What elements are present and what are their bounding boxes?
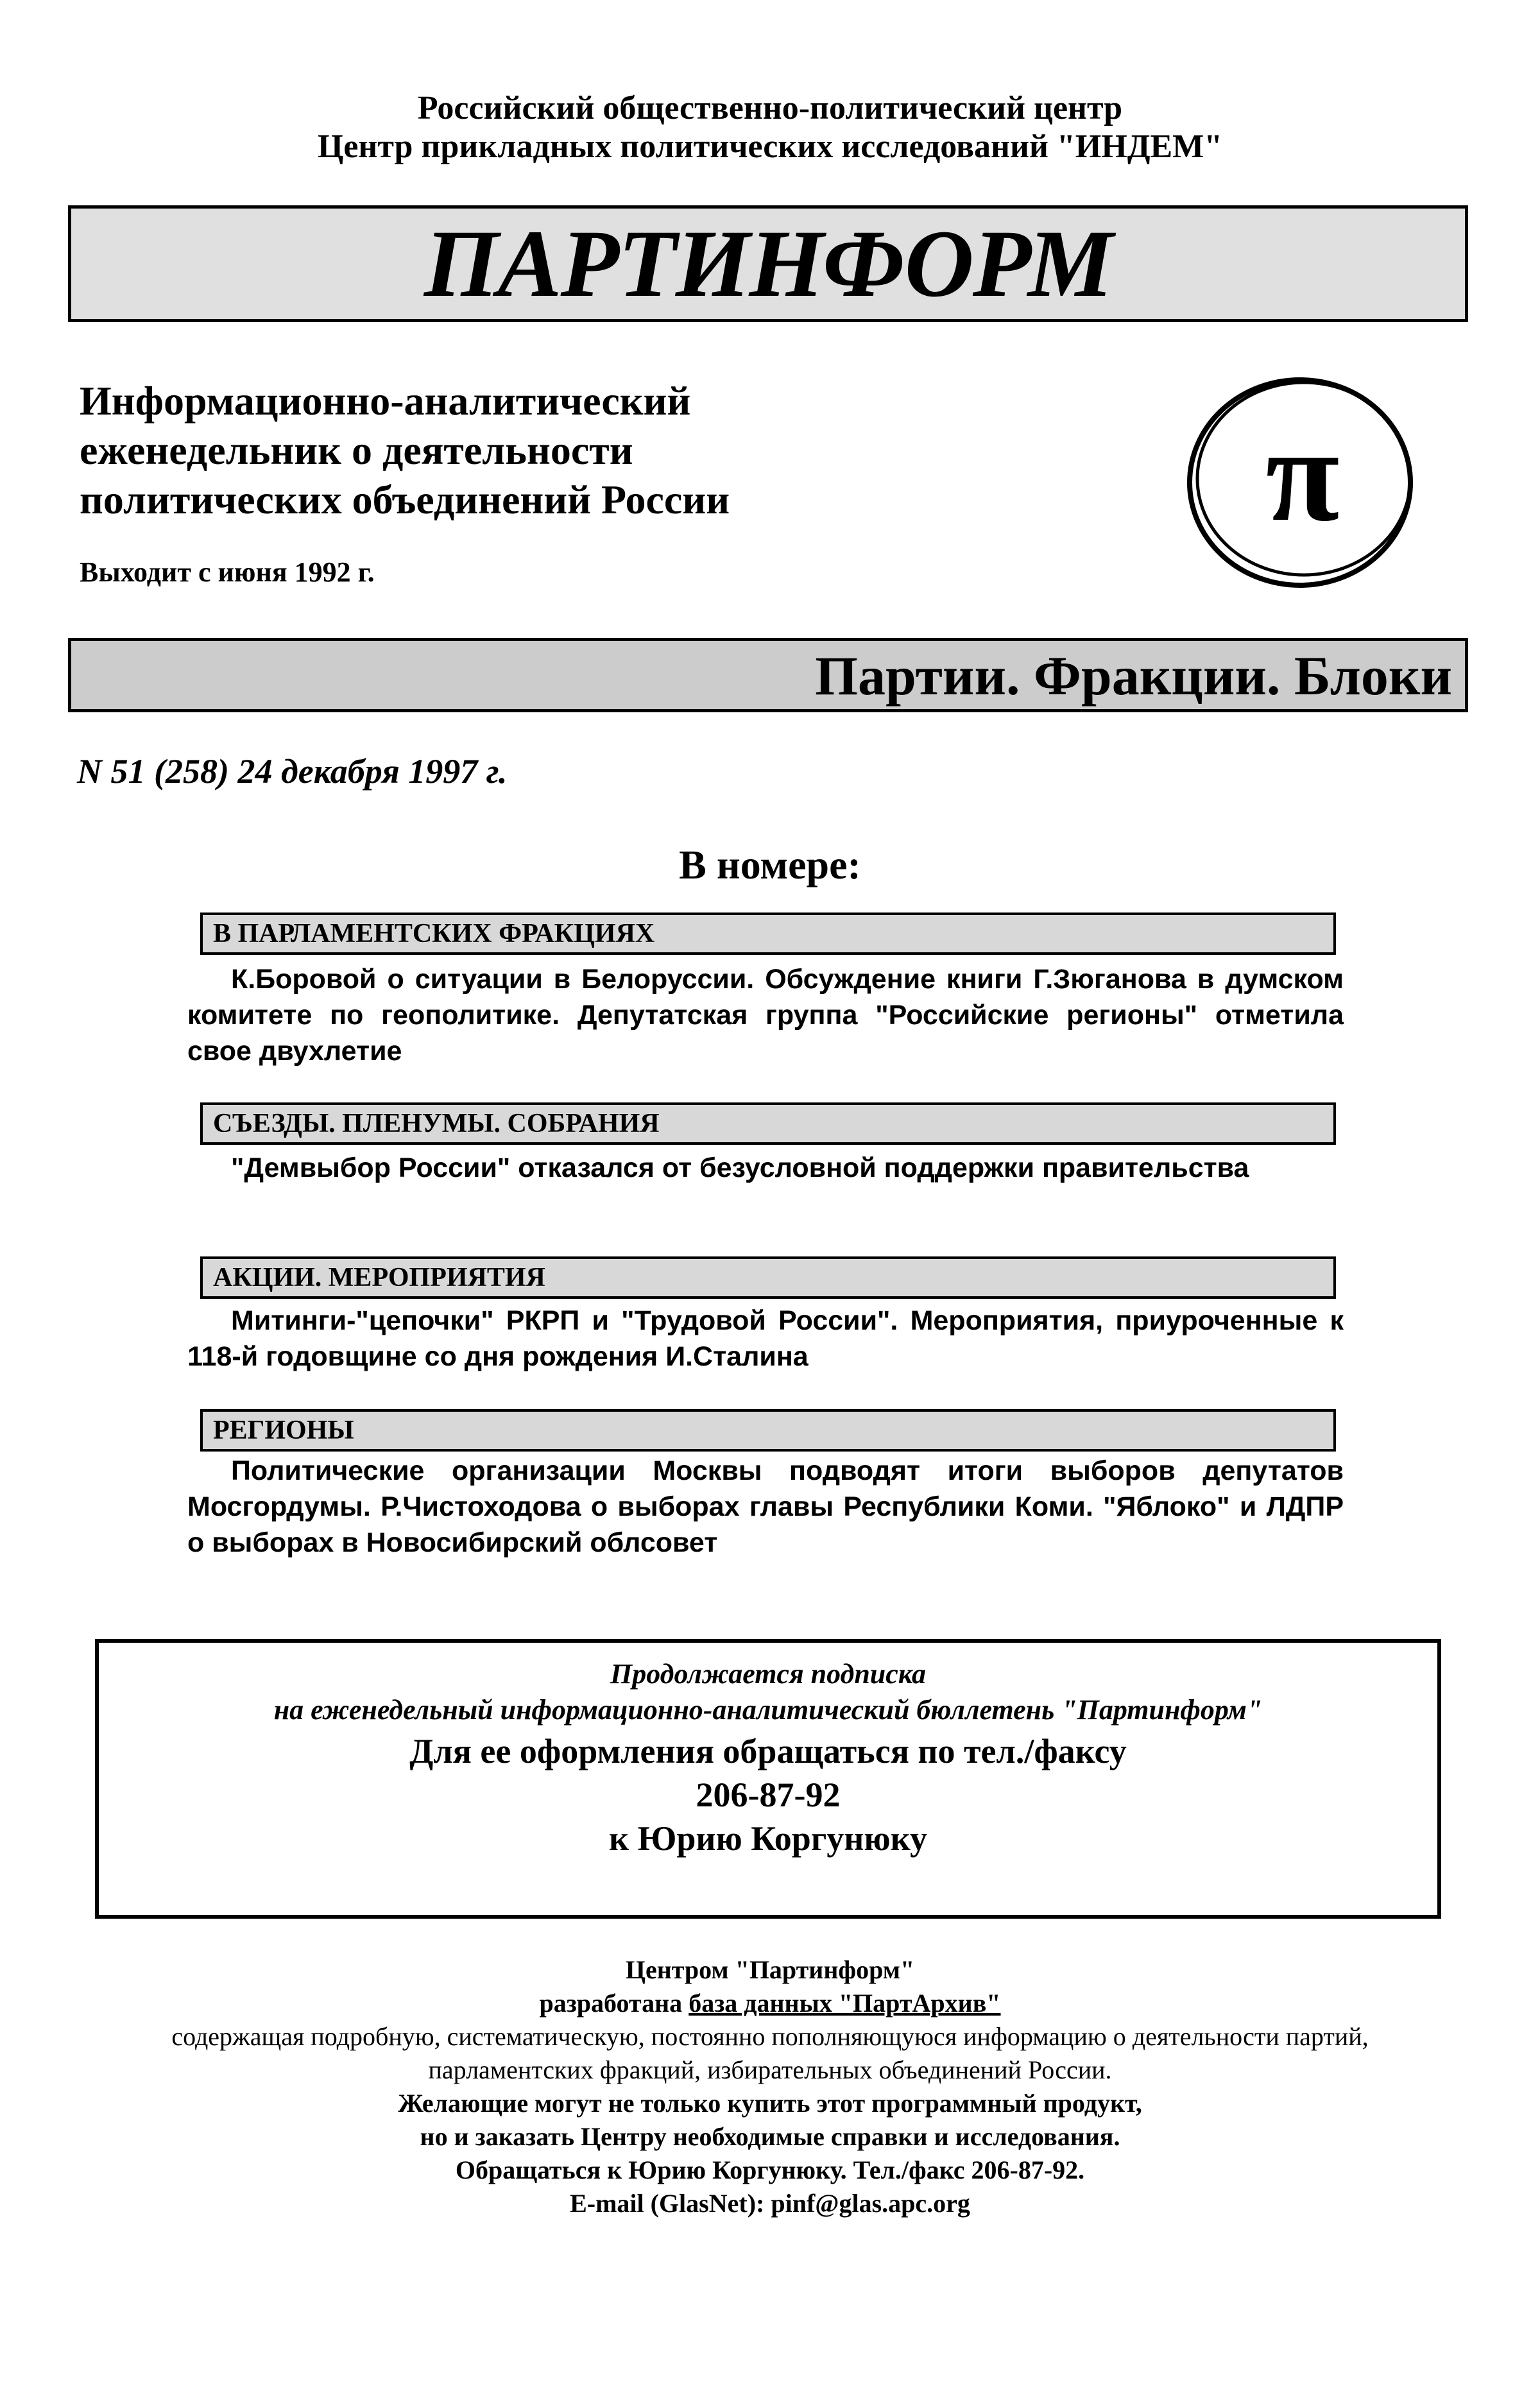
footer-line-2-prefix: разработана [539,1989,689,2018]
logo-glyph: π [1265,400,1340,549]
rubric-title-text: СЪЕЗДЫ. ПЛЕНУМЫ. СОБРАНИЯ [213,1109,660,1138]
rubric-text-parliament: К.Боровой о ситуации в Белоруссии. Обсуждение книги Г.Зюганова в думском комитете по геополитике. Депутатская группа "Российские регионы" отметила свое двухлетие [187,964,1344,1067]
subscription-line-1: Продолжается подписка [610,1658,927,1690]
masthead-description [80,376,730,524]
masthead-desc-line-1: Информационно-аналитический [80,378,691,424]
org-line-2: Центр прикладных политических исследований "ИНДЕМ" [317,128,1223,165]
footer-line-3: содержащая подробную, систематическую, постоянно пополняющуюся информацию о деятельности партий, [171,2022,1369,2051]
rubric-text-regions: Политические организации Москвы подводят итоги выборов депутатов Мосгордумы. Р.Чистоходова о выборах главы Республики Коми. "Яблоко" и ЛДПР о выборах в Новосибирский облсовет [187,1455,1344,1558]
org-line-1: Российский общественно-политический центр [417,90,1123,126]
rubric-text-congresses: "Демвыбор России" отказался от безусловной поддержки правительства [231,1152,1249,1183]
subscription-line-3: Для ее оформления обращаться по тел./факсу [409,1732,1127,1770]
masthead-desc-line-3: политических объединений России [80,477,730,522]
footer-line-5: Желающие могут не только купить этот программный продукт, [398,2089,1142,2118]
rubric-title-regions [200,1409,1336,1452]
masthead-desc-line-2: еженедельник о деятельности [80,427,633,473]
footer-line-4: парламентских фракций, избирательных объединений России. [428,2055,1112,2084]
rubric-title-parliament [200,913,1336,955]
section-title: Партии. Фракции. Блоки [815,645,1452,707]
footer-email: E-mail (GlasNet): pinf@glas.apc.org [570,2189,970,2218]
subscription-line-2: на еженедельный информационно-аналитический бюллетень "Партинформ" [273,1694,1263,1726]
rubric-title-text: РЕГИОНЫ [213,1416,354,1445]
subscription-contact: к Юрию Коргунюку [608,1819,928,1858]
rubric-title-actions [200,1256,1336,1299]
rubric-title-text: АКЦИИ. МЕРОПРИЯТИЯ [213,1263,545,1292]
subscription-box [95,1639,1441,1919]
masthead-title: ПАРТИНФОРМ [424,210,1113,317]
footer-line-1: Центром "Партинформ" [625,1955,915,1984]
issue-number: N 51 (258) 24 декабря 1997 г. [77,752,508,791]
masthead-title-box [68,205,1468,322]
contents-heading: В номере: [679,842,861,887]
publication-since: Выходит с июня 1992 г. [80,556,375,588]
rubric-text-actions: Митинги-"цепочки" РКРП и "Трудовой России". Мероприятия, приуроченные к 118-й годовщине со дня рождения И.Сталина [187,1305,1344,1372]
database-link[interactable]: база данных "ПартАрхив" [689,1989,1001,2018]
footer-line-6: но и заказать Центру необходимые справки и исследования. [420,2122,1120,2151]
pi-logo-icon [1181,372,1425,590]
rubric-title-congresses [200,1102,1336,1145]
subscription-phone: 206-87-92 [696,1776,841,1814]
footer-line-7: Обращаться к Юрию Коргунюку. Тел./факс 206-87-92. [455,2155,1085,2184]
footer-line-2 [0,1987,1540,2020]
rubric-title-text: В ПАРЛАМЕНТСКИХ ФРАКЦИЯХ [213,919,655,948]
section-bar [68,638,1468,712]
